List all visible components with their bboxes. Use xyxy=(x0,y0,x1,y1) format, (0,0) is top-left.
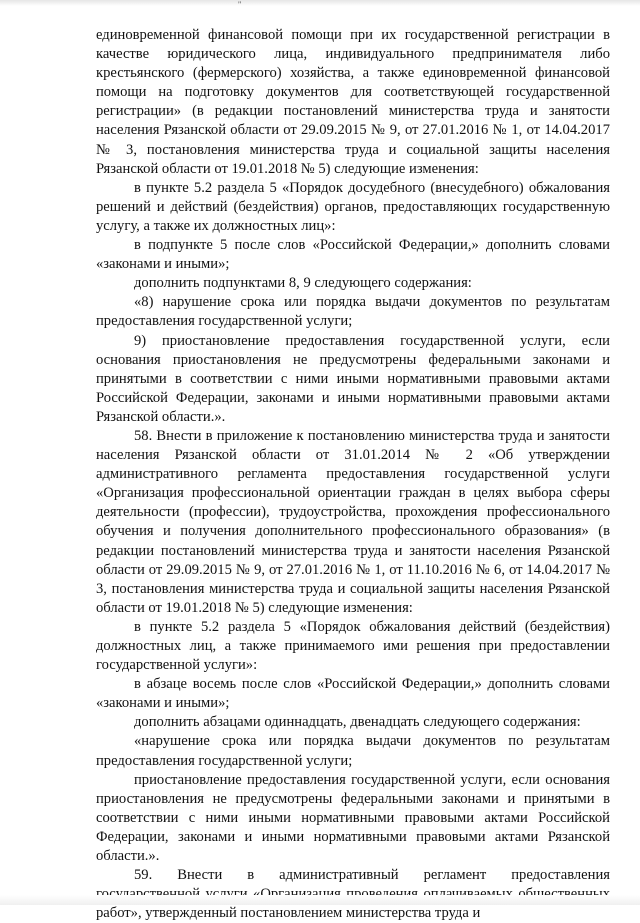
page-top-mark: " xyxy=(238,0,242,9)
paragraph-item-58: 58. Внести в приложение к постановлению министерства труда и занятости населения Рязанской области от 31.01.2014 № 2 «Об утверждении административного регламента предоставления государственной услуги «Организация профессиональной ориентации граждан в целях выбора сферы деятельности (профессии), трудоустройства, прохождения профессионального обучения и получения дополнительного профессионального образования» (в редакции постановлений министерства труда и занятости населения Рязанской области от 29.09.2015 № 9, от 27.01.2016 № 1, от 11.10.2016 № 6, от 14.04.2017 № 3, постановления министерства труда и социальной защиты населения Рязанской области от 19.01.2018 № 5) следующие изменения: xyxy=(96,427,610,616)
paragraph-punkt-5-2: в пункте 5.2 раздела 5 «Порядок досудебного (внесудебного) обжалования решений и действий (бездействия) органов, предоставляющих государственную услугу, а также их должностных лиц»: xyxy=(96,179,610,234)
document-body xyxy=(96,26,610,923)
paragraph-item-59: 59. Внести в административный регламент предоставления работ», утвержденный постановлением министерства труда и xyxy=(96,867,610,922)
paragraph-add-abzats: дополнить абзацами одиннадцать, двенадцать следующего содержания: xyxy=(134,714,581,731)
scan-top-edge xyxy=(0,0,640,9)
paragraph-violation-term: «нарушение срока или порядка выдачи документов по результатам предоставления государственной услуги; xyxy=(96,733,610,769)
paragraph-punkt-5-2-second: в пункте 5.2 раздела 5 «Порядок обжалования действий (бездействия) должностных лиц, а также принимаемого ими решения при предоставлении государственной услуги»: xyxy=(96,618,610,674)
paragraph-continuation: единовременной финансовой помощи при их государственной регистрации в качестве юридического лица, индивидуального предпринимателя либо крестьянского (фермерского) хозяйства, а также единовременной финансовой помощи на подготовку документов для соответствующей государственной регистрации» (в редакции постановлений министерства труда и занятости населения Рязанской области от 29.09.2015 № 9, от 27.01.2016 № 1, от 14.04.2017 № 3, постановления министерства труда и социальной защиты населения Рязанской области от 19.01.2018 № 5) следующие изменения: xyxy=(96,27,610,177)
paragraph-subpoint-9: 9) приостановление предоставления государственной услуги, если основания приостановления не предусмотрены федеральными законами и принятыми в соответствии с ними иными нормативными правовыми актами Российской Федерации, законами и иными нормативными правовыми актами Рязанской области.». xyxy=(96,332,610,425)
paragraph-add-subpoints: дополнить подпунктами 8, 9 следующего содержания: xyxy=(134,275,472,292)
scan-bottom-edge xyxy=(0,895,640,905)
paragraph-subpoint-8: «8) нарушение срока или порядка выдачи документов по результатам предоставления государственной услуги; xyxy=(96,294,610,330)
paragraph-suspension: приостановление предоставления государственной услуги, если основания приостановления не предусмотрены федеральными законами и принятыми в соответствии с ними иными нормативными правовыми актами Российской Федерации, законами и иными нормативными правовыми актами Рязанской области.». xyxy=(96,771,610,865)
paragraph-podpunkt-5: в подпункте 5 после слов «Российской Федерации,» дополнить словами «законами и иными»; xyxy=(96,237,610,273)
paragraph-abzats-8: в абзаце восемь после слов «Российской Федерации,» дополнить словами «законами и иными»; xyxy=(96,676,610,712)
